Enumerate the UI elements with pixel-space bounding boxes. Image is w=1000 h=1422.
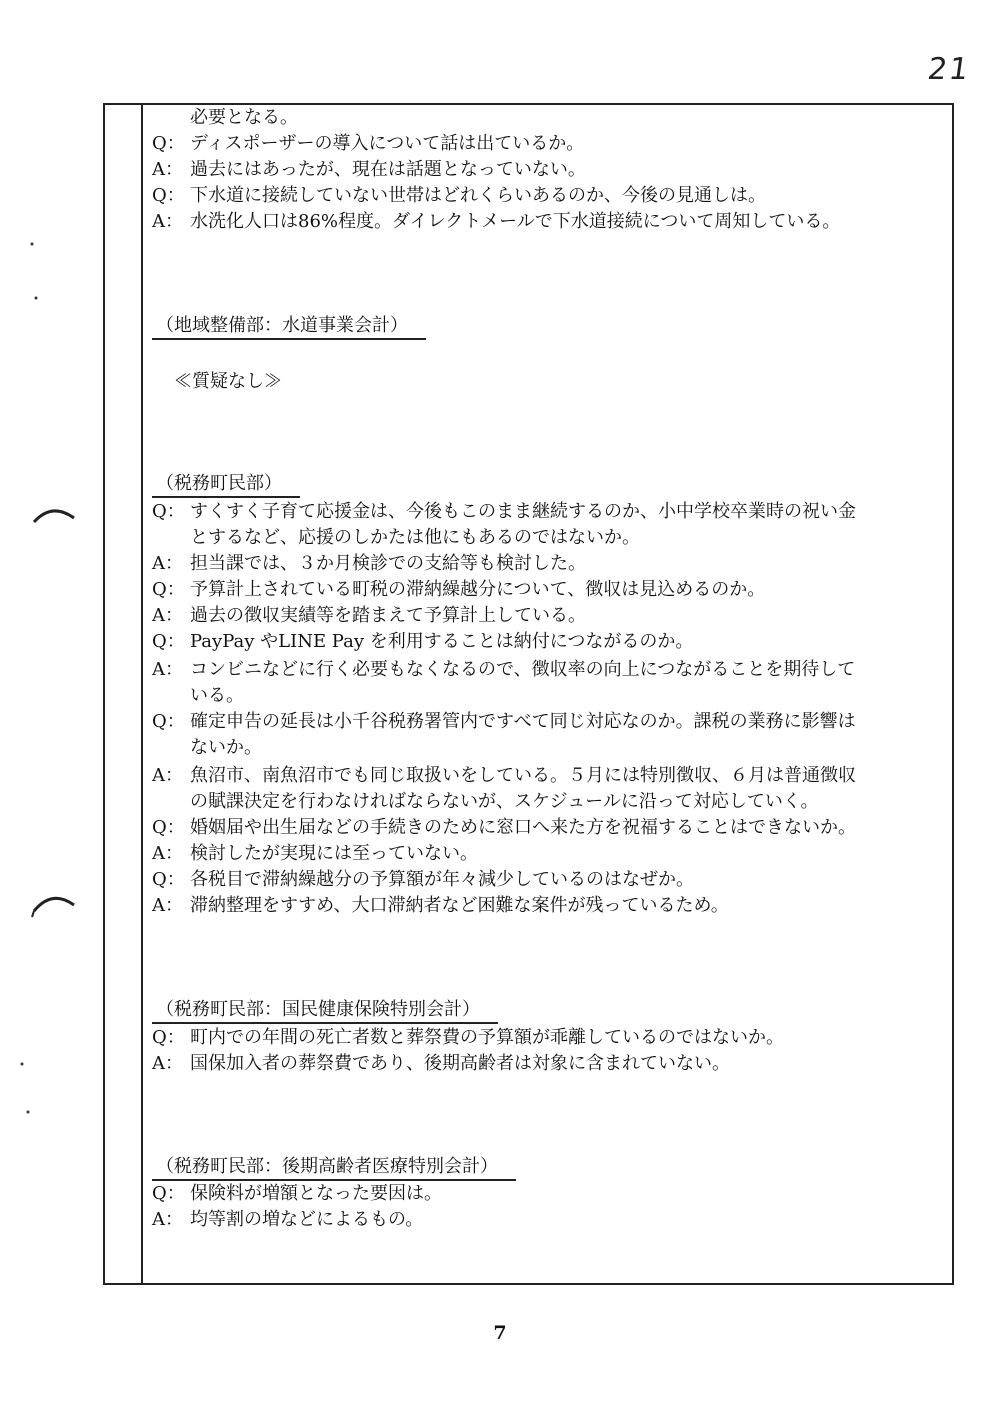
qa-line: Q： 予算計上されている町税の滞納繰越分について、徴収は見込めるのか。 <box>152 579 766 600</box>
section-heading-nhi: （税務町民部：国民健康保険特別会計） <box>152 998 498 1024</box>
handwritten-page-number: 21 <box>925 52 973 87</box>
punch-hole-mark <box>30 500 80 530</box>
qa-line: A： 担当課では、３か月検診での支給等も検討した。 <box>152 553 586 574</box>
punch-hole-mark <box>30 885 80 921</box>
scan-dust <box>28 240 42 310</box>
section-heading-water: （地域整備部：水道事業会計） <box>152 314 426 340</box>
qa-line: A： 均等割の増などによるもの。 <box>152 1209 424 1230</box>
qa-line: とするなど、応援のしかたは他にもあるのではないか。 <box>190 527 640 548</box>
margin-divider <box>141 105 143 1283</box>
qa-line: Q： 町内での年間の死亡者数と葬祭費の予算額が乖離しているのではないか。 <box>152 1027 784 1048</box>
qa-line: A： 水洗化人口は86%程度。ダイレクトメールで下水道接続について周知している。 <box>152 211 841 232</box>
qa-line: A： 検討したが実現には至っていない。 <box>152 843 478 864</box>
qa-line: ないか。 <box>190 737 262 758</box>
qa-line: 必要となる。 <box>190 107 298 128</box>
scan-dust <box>18 1060 38 1120</box>
qa-line: A： コンビニなどに行く必要もなくなるので、徴収率の向上につながることを期待して <box>152 659 856 680</box>
qa-line: Q： すくすく子育て応援金は、今後もこのまま継続するのか、小中学校卒業時の祝い金 <box>152 501 856 522</box>
qa-line: Q： PayPay やLINE Pay を利用することは納付につながるのか。 <box>152 631 694 652</box>
page-number: 7 <box>493 1322 507 1344</box>
qa-line: Q： 婚姻届や出生届などの手続きのために窓口へ来た方を祝福することはできないか。 <box>152 817 856 838</box>
qa-line: いる。 <box>190 685 244 706</box>
qa-line: A： 過去にはあったが、現在は話題となっていない。 <box>152 159 586 180</box>
qa-line: Q： 各税目で滞納繰越分の予算額が年々減少しているのはなぜか。 <box>152 869 694 890</box>
qa-line: A： 国保加入者の葬祭費であり、後期高齢者は対象に含まれていない。 <box>152 1053 730 1074</box>
qa-line: Q： 保険料が増額となった要因は。 <box>152 1183 442 1204</box>
qa-line: A： 過去の徴収実績等を踏まえて予算計上している。 <box>152 605 586 626</box>
qa-line: A： 魚沼市、南魚沼市でも同じ取扱いをしている。５月には特別徴収、６月は普通徴収 <box>152 765 856 786</box>
qa-line: Q： 確定申告の延長は小千谷税務署管内ですべて同じ対応なのか。課税の業務に影響は <box>152 711 856 732</box>
section-heading-elderly: （税務町民部：後期高齢者医療特別会計） <box>152 1155 516 1181</box>
qa-line: の賦課決定を行わなければならないが、スケジュールに沿って対応していく。 <box>190 791 819 812</box>
section-heading-tax: （税務町民部） <box>152 472 300 498</box>
qa-line: Q： 下水道に接続していない世帯はどれくらいあるのか、今後の見通しは。 <box>152 185 766 206</box>
qa-line: Q： ディスポーザーの導入について話は出ているか。 <box>152 133 585 154</box>
no-questions-note: ≪質疑なし≫ <box>174 371 282 392</box>
qa-line: A： 滞納整理をすすめ、大口滞納者など困難な案件が残っているため。 <box>152 895 729 916</box>
